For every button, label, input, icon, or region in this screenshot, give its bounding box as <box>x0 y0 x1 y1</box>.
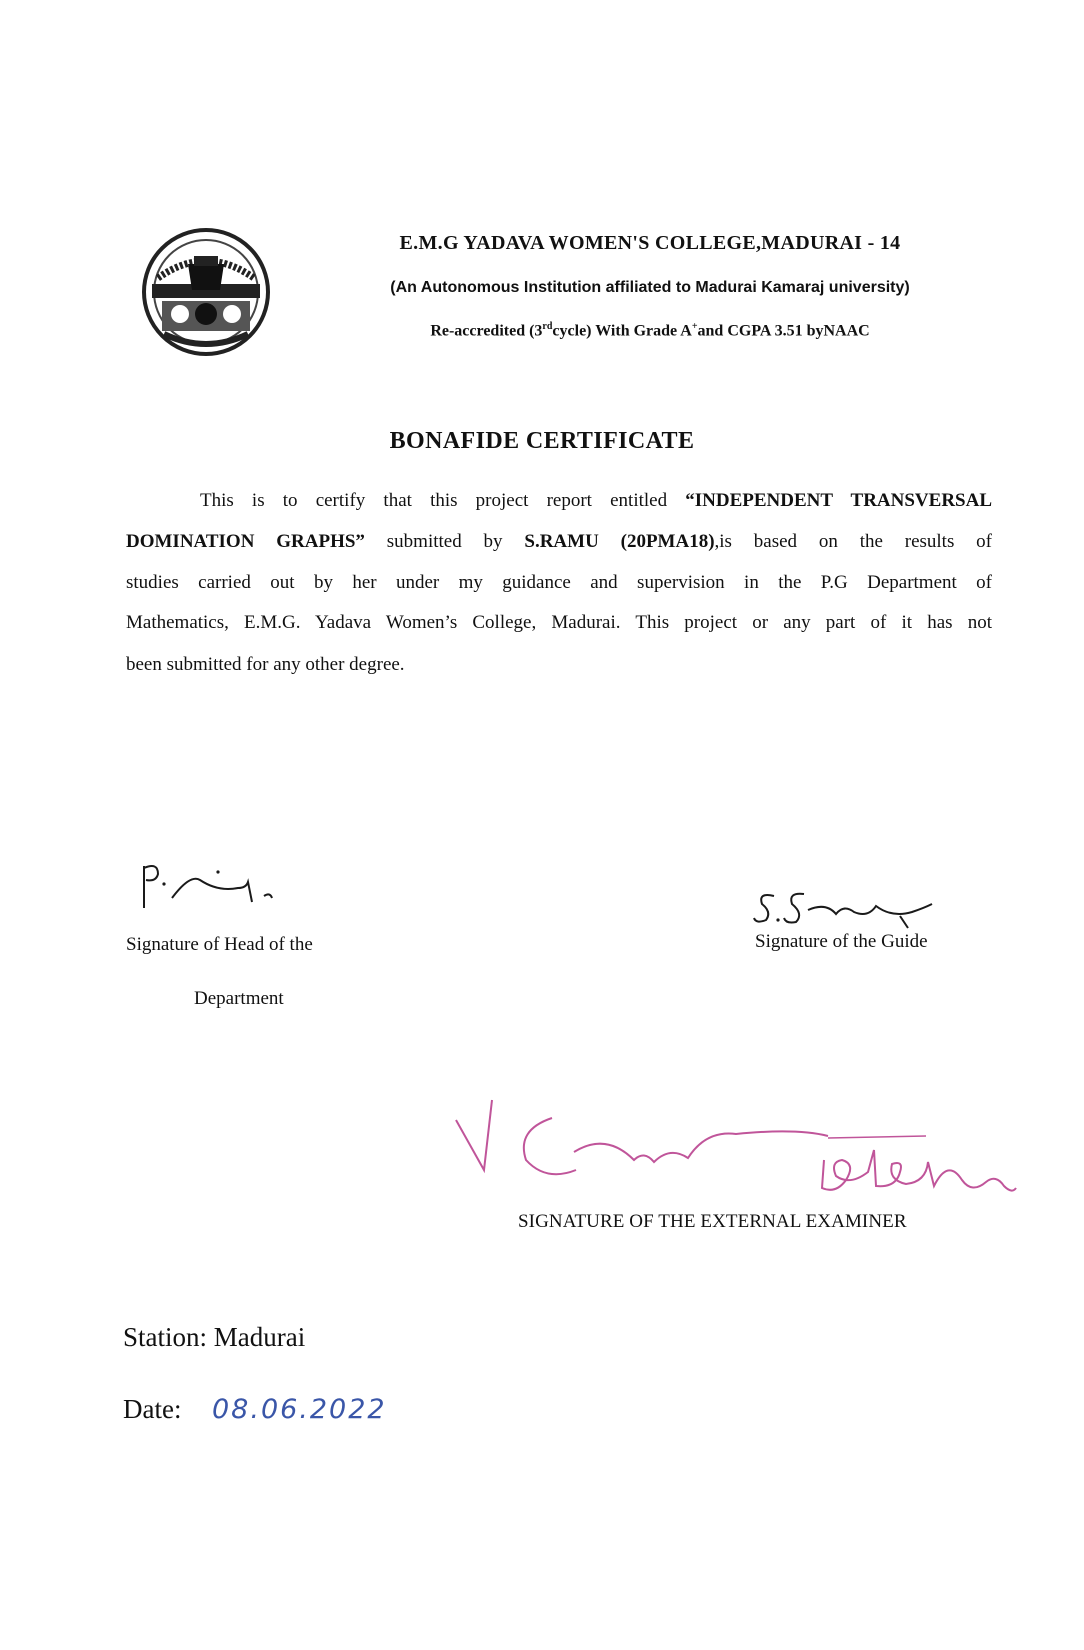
certificate-body-line-5: been submitted for any other degree. <box>126 654 405 675</box>
college-emblem-seal-icon <box>140 226 272 358</box>
certificate-title: BONAFIDE CERTIFICATE <box>389 428 695 454</box>
svg-text:08.06.2022: 08.06.2022 <box>212 1394 387 1425</box>
hod-signature-label-department: Department <box>194 988 284 1009</box>
certificate-body-line-4: Mathematics, E.M.G. Yadava Women’s College, Madurai. This project or any part of it has not <box>126 612 992 633</box>
station-field: Station: Madurai <box>123 1322 306 1352</box>
college-name: E.M.G YADAVA WOMEN'S COLLEGE,MADURAI - 14 <box>399 232 901 254</box>
guide-signature-label: Signature of the Guide <box>755 931 928 952</box>
certificate-body-line-3: studies carried out by her under my guidance and supervision in the P.G Department of <box>126 572 992 593</box>
external-examiner-signature-label: SIGNATURE OF THE EXTERNAL EXAMINER <box>518 1211 907 1232</box>
college-affiliation: (An Autonomous Institution affiliated to Madurai Kamaraj university) <box>390 279 910 296</box>
date-label: Date: <box>123 1394 182 1424</box>
college-accreditation: Re-accredited (3rdcycle) With Grade A+and CGPA 3.51 byNAAC <box>430 321 870 340</box>
certificate-body-line-2: DOMINATION GRAPHS” submitted by S.RAMU (20PMA18),is based on the results of <box>126 531 992 552</box>
guide-handwritten-signature <box>752 884 952 934</box>
handwritten-date-value <box>206 1382 406 1434</box>
external-examiner-handwritten-signature <box>456 1090 1016 1220</box>
hod-handwritten-signature <box>138 858 318 918</box>
certificate-body-line-1: This is to certify that this project report entitled “INDEPENDENT TRANSVERSAL <box>200 490 992 511</box>
hod-signature-label: Signature of Head of the <box>126 934 313 955</box>
